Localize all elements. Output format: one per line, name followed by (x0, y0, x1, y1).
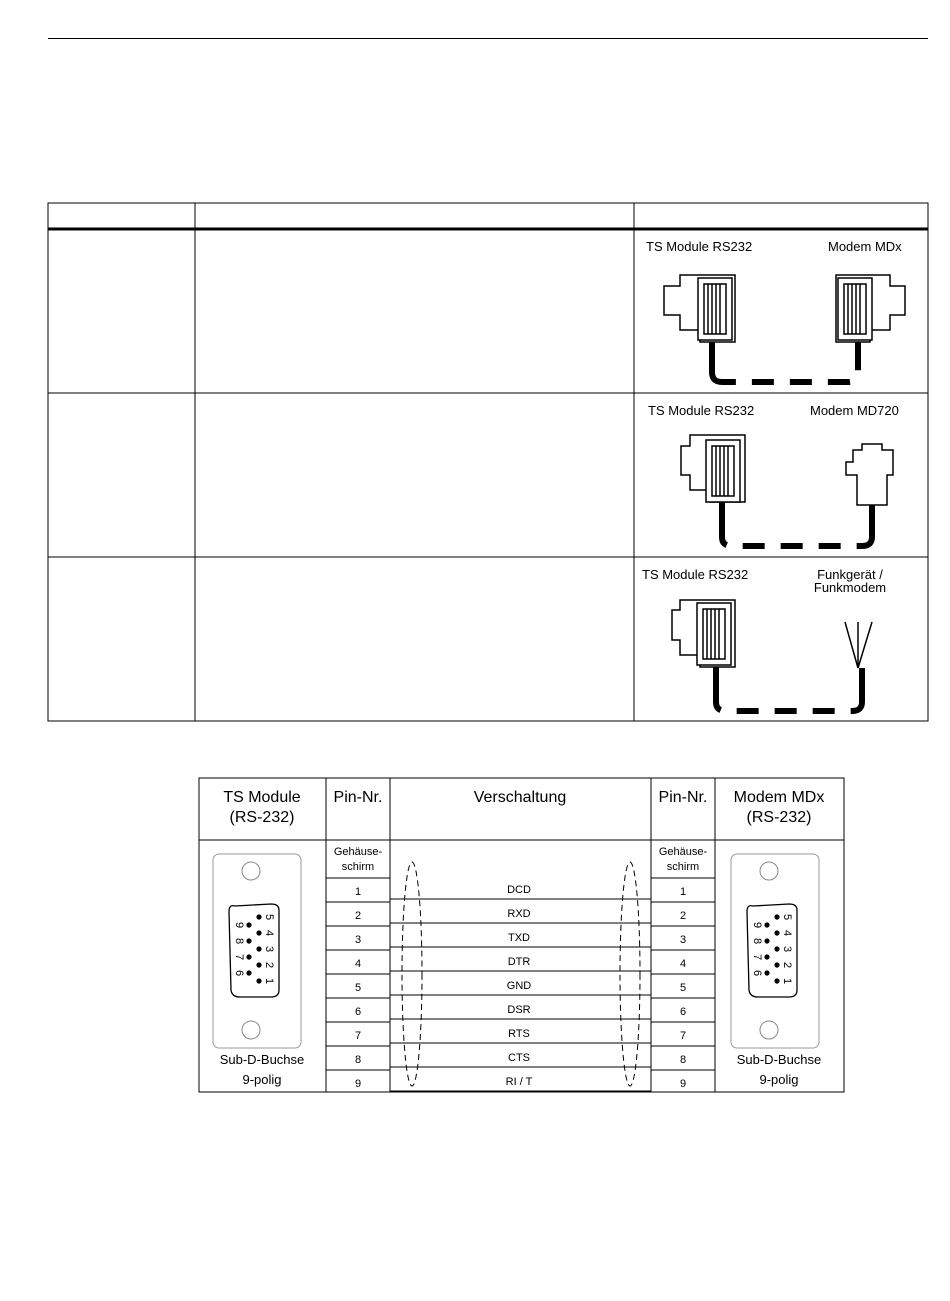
left-shield-1: Gehäuse- (333, 846, 383, 858)
connector-pin-label: 2 (781, 961, 794, 969)
right-shield-2: schirm (666, 861, 700, 873)
right-connector-label-1: Sub-D-Buchse (736, 1052, 822, 1067)
pin-dot (256, 962, 261, 967)
connector-left-icon (664, 275, 735, 342)
signal-label: RTS (508, 1028, 530, 1040)
left-connector-label-1: Sub-D-Buchse (219, 1052, 305, 1067)
left-pin-9: 9 (354, 1078, 362, 1090)
connector-pin-label: 7 (233, 953, 246, 961)
right-pin-7: 7 (679, 1030, 687, 1042)
right-pin-8: 8 (679, 1054, 687, 1066)
cable-row-3 (642, 567, 886, 711)
pin-dot (774, 978, 779, 983)
row2-left-label: TS Module RS232 (648, 403, 755, 418)
left-pin-8: 8 (354, 1054, 362, 1066)
connector-pin-label: 9 (233, 921, 246, 929)
pin-dot (764, 970, 769, 975)
pin-dot (774, 962, 779, 967)
connector-pin-label: 7 (751, 953, 764, 961)
screw-hole-icon (242, 1021, 260, 1039)
pin-dot (764, 922, 769, 927)
connector-left-icon (672, 600, 735, 667)
connector-pin-label: 9 (751, 921, 764, 929)
right-header-2: (RS-232) (746, 809, 812, 826)
connector-right-icon (836, 275, 905, 342)
left-pin-3: 3 (354, 934, 362, 946)
pin-dot (256, 930, 261, 935)
left-connector-label-2: 9-polig (242, 1072, 282, 1087)
left-header-2: (RS-232) (229, 809, 295, 826)
row2-right-label: Modem MD720 (810, 403, 899, 418)
right-pin-6: 6 (679, 1006, 687, 1018)
right-shield-1: Gehäuse- (658, 846, 708, 858)
radio-wires-icon (845, 622, 872, 668)
signal-label: GND (506, 980, 532, 992)
screw-hole-icon (242, 862, 260, 880)
right-pin-5: 5 (679, 982, 687, 994)
connector-pin-label: 6 (233, 969, 246, 977)
screw-hole-icon (760, 1021, 778, 1039)
cable-row-2 (648, 403, 899, 546)
connector-pin-label: 5 (263, 913, 276, 921)
connector-pin-label: 4 (263, 929, 276, 937)
row1-right-label: Modem MDx (828, 239, 902, 254)
right-pin-9: 9 (679, 1078, 687, 1090)
signal-label: DCD (507, 884, 531, 896)
connector-pin-label: 1 (263, 977, 276, 985)
right-header-1: Modem MDx (733, 789, 825, 806)
row3-right-label: Funkgerät / (817, 567, 883, 582)
right-pin-4: 4 (679, 958, 687, 970)
right-pin-3: 3 (679, 934, 687, 946)
left-pin-7: 7 (354, 1030, 362, 1042)
signal-label: TXD (508, 932, 530, 944)
pin-dot (764, 954, 769, 959)
connector-pin-label: 8 (751, 937, 764, 945)
left-pin-6: 6 (354, 1006, 362, 1018)
pin-dot (774, 946, 779, 951)
pinout-diagram (0, 760, 950, 1100)
pin-dot (774, 914, 779, 919)
pin-dot (764, 938, 769, 943)
connector-pin-label: 8 (233, 937, 246, 945)
pin-dot (246, 922, 251, 927)
connector-pin-label: 5 (781, 913, 794, 921)
left-pin-header: Pin-Nr. (333, 789, 383, 806)
pin-dot (256, 978, 261, 983)
signal-label: CTS (508, 1052, 530, 1064)
signal-label: DTR (507, 956, 531, 968)
left-pin-5: 5 (354, 982, 362, 994)
left-header-1: TS Module (223, 789, 301, 806)
right-pin-header: Pin-Nr. (658, 789, 708, 806)
pin-rows (326, 878, 715, 1091)
left-shield-2: schirm (341, 861, 375, 873)
connector-pin-label: 6 (751, 969, 764, 977)
connector-pin-label: 3 (263, 945, 276, 953)
row3-right-label-2: Funkmodem (813, 580, 887, 595)
signal-label: RI / T (505, 1076, 533, 1088)
pin-dot (774, 930, 779, 935)
left-pin-4: 4 (354, 958, 362, 970)
pin-dot (246, 954, 251, 959)
row3-left-label: TS Module RS232 (642, 567, 749, 582)
left-sub-d-connector-icon (213, 854, 301, 1048)
connector-pin-label: 4 (781, 929, 794, 937)
right-pin-2: 2 (679, 910, 687, 922)
connector-left-icon (681, 435, 745, 502)
cable-row-1 (646, 239, 905, 382)
signal-label: DSR (507, 1004, 531, 1016)
right-connector-label-2: 9-polig (759, 1072, 799, 1087)
left-pin-1: 1 (354, 886, 362, 898)
screw-hole-icon (760, 862, 778, 880)
row1-left-label: TS Module RS232 (646, 239, 753, 254)
left-pin-2: 2 (354, 910, 362, 922)
right-pin-1: 1 (679, 886, 687, 898)
pin-dot (246, 938, 251, 943)
connector-pin-label: 1 (781, 977, 794, 985)
pin-dot (256, 946, 261, 951)
right-sub-d-connector-icon (731, 854, 819, 1048)
pin-dot (246, 970, 251, 975)
wiring-header: Verschaltung (473, 789, 567, 806)
signal-label: RXD (507, 908, 531, 920)
modem-md720-connector-icon (846, 444, 893, 505)
connector-pin-label: 2 (263, 961, 276, 969)
connector-pin-label: 3 (781, 945, 794, 953)
pin-dot (256, 914, 261, 919)
